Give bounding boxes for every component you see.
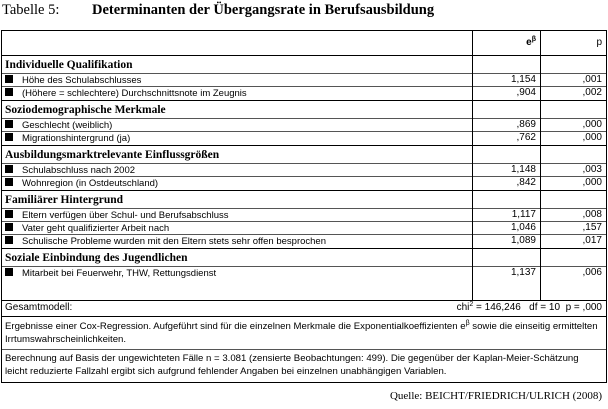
row-label: Schulische Probleme wurden mit den Eltern stets sehr offen besprochen (22, 236, 326, 247)
row-p-value: ,157 (582, 222, 602, 233)
row-label-cell (2, 164, 472, 176)
column-rule-p (540, 31, 541, 300)
row-p-value: ,000 (582, 177, 602, 188)
section-rule (2, 145, 606, 146)
row-label: Vater geht qualifizierter Arbeit nach (22, 223, 170, 234)
section-rule (2, 248, 606, 249)
row-e-value: 1,089 (510, 235, 536, 246)
table-header (2, 31, 606, 55)
square-bullet-icon (5, 133, 13, 141)
note-rule (2, 349, 606, 350)
row-label: Migrationshintergrund (ja) (22, 133, 131, 144)
table-row (2, 209, 606, 221)
row-p-value: ,017 (582, 235, 602, 246)
row-e-value: 1,137 (510, 267, 536, 278)
note-calculation: Berechnung auf Basis der ungewichteten Fälle n = 3.081 (zensierte Beobachtungen: 499). Die gegenüber der Kaplan-Meier-Schätzung leicht reduzierte Fallzahl ergibt sich aufgrund fehlender Angaben bei einzelnen unabhängigen Variablen. (5, 353, 579, 377)
square-bullet-icon (5, 268, 13, 276)
table-row (2, 132, 606, 144)
row-e-value: ,904 (516, 87, 536, 98)
row-label: Geschlecht (weiblich) (22, 120, 113, 131)
table-row (2, 87, 606, 99)
gesamtmodell-stats: chi$^2$ = 146,246 df = 10 p = ,000 (456, 301, 602, 313)
table-row (2, 74, 606, 86)
section-heading: Individuelle Qualifikation (5, 59, 133, 71)
square-bullet-icon (5, 178, 13, 186)
table-row (2, 222, 606, 234)
gesamt-rule-bottom (2, 316, 606, 317)
row-label: Mitarbeit bei Feuerwehr, THW, Rettungsdienst (22, 268, 217, 279)
row-e-value: ,842 (516, 177, 536, 188)
header-label-cell (2, 31, 472, 55)
row-e-value: 1,046 (510, 222, 536, 233)
caption-label: Tabelle 5: (2, 2, 60, 18)
row-p-value: ,003 (582, 164, 602, 175)
section-heading: Ausbildungsmarktrelevante Einflussgrößen (5, 149, 220, 161)
header-e: $e^\beta$ (526, 36, 536, 48)
square-bullet-icon (5, 210, 13, 218)
section-rule (2, 190, 606, 191)
square-bullet-icon (5, 75, 13, 83)
row-e-value: 1,154 (510, 74, 536, 85)
row-e-value: ,762 (516, 132, 536, 143)
square-bullet-icon (5, 88, 13, 96)
row-label: Eltern verfügen über Schul- und Berufsabschluss (22, 210, 229, 221)
row-label-cell (2, 132, 472, 144)
results-table (1, 30, 607, 383)
header-p: p (596, 37, 602, 48)
square-bullet-icon (5, 236, 13, 244)
section-heading: Soziale Einbindung des Jugendlichen (5, 252, 188, 264)
row-p-value: ,000 (582, 132, 602, 143)
column-rule-e (472, 31, 473, 300)
gesamtmodell-row (2, 301, 606, 316)
section-heading: Familiärer Hintergrund (5, 194, 124, 206)
row-label: Wohnregion (in Ostdeutschland) (22, 178, 159, 189)
square-bullet-icon (5, 223, 13, 231)
row-label-cell (2, 209, 472, 221)
row-p-value: ,002 (582, 87, 602, 98)
row-p-value: ,000 (582, 119, 602, 130)
row-label-cell (2, 177, 472, 189)
square-bullet-icon (5, 120, 13, 128)
row-e-value: 1,148 (510, 164, 536, 175)
gesamtmodell-label: Gesamtmodell: (5, 302, 73, 313)
source-note: Quelle: BEICHT/FRIEDRICH/ULRICH (2008) (389, 390, 602, 402)
table-row (2, 177, 606, 189)
table-row (2, 119, 606, 131)
note-method: Ergebnisse einer Cox-Regression. Aufgeführt sind für die einzelnen Merkmale die Exponentialkoeffizienten $e^\beta$ sowie die einseitig ermittelten Irrtumswahrscheinlichkeiten. (5, 320, 598, 345)
row-label-cell (2, 222, 472, 234)
row-e-value: ,869 (516, 119, 536, 130)
row-label: (Höhere = schlechtere) Durchschnittsnote im Zeugnis (22, 88, 247, 99)
table-row (2, 235, 606, 247)
section-rule (2, 100, 606, 101)
row-label-cell (2, 267, 472, 279)
row-p-value: ,006 (582, 267, 602, 278)
row-label: Schulabschluss nach 2002 (22, 165, 136, 176)
square-bullet-icon (5, 165, 13, 173)
row-label: Höhe des Schulabschlusses (22, 75, 142, 86)
row-e-value: 1,117 (511, 209, 536, 220)
row-p-value: ,001 (582, 74, 602, 85)
header-rule (2, 55, 606, 56)
row-label-cell (2, 74, 472, 86)
section-heading: Soziodemographische Merkmale (5, 104, 166, 116)
table-caption (2, 2, 434, 20)
table-row (2, 164, 606, 176)
row-label-cell (2, 87, 472, 99)
row-p-value: ,008 (582, 209, 602, 220)
row-label-cell (2, 235, 472, 247)
row-label-cell (2, 119, 472, 131)
caption-title: Determinanten der Übergangsrate in Berufsausbildung (92, 2, 435, 18)
table-row (2, 267, 606, 279)
